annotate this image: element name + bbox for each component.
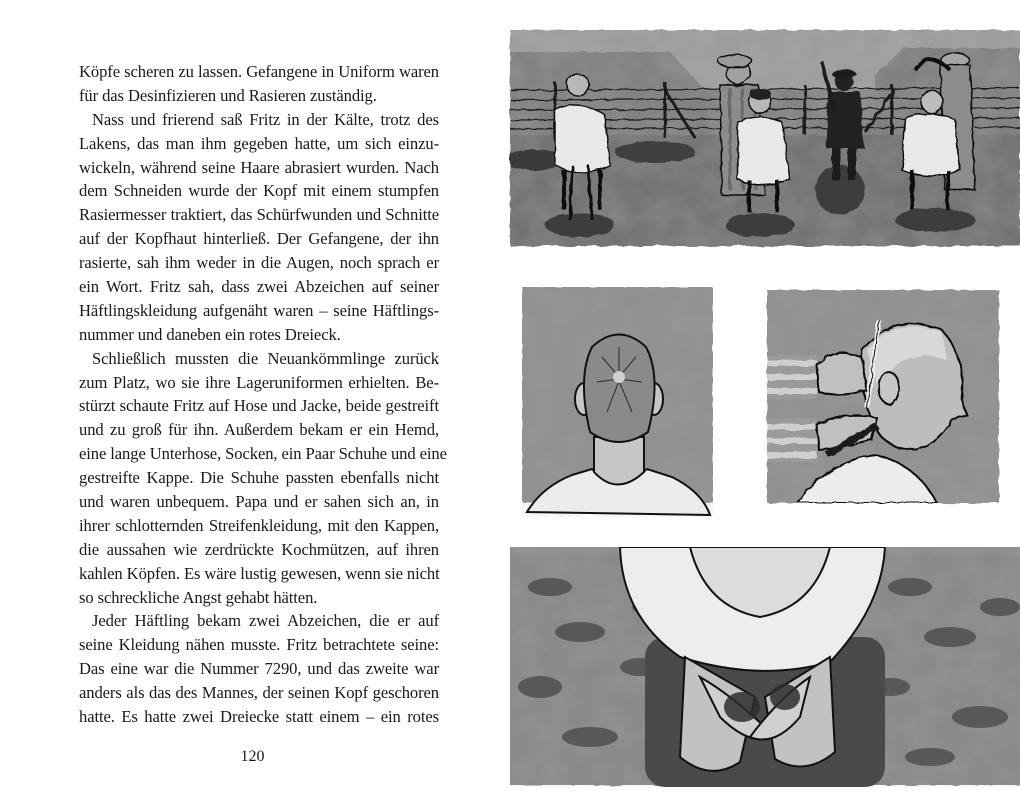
text-line: auf der Kopfhaut hinterließ. Der Gefangene, der ihn (79, 229, 439, 249)
illustration-hair-in-hands (510, 547, 1020, 785)
text-line: wickeln, während seine Haare abrasiert wurden. Nach (79, 157, 439, 177)
text-line: Häftlingskleidung aufgenäht waren – seine Häftlings- (79, 300, 439, 320)
text-line: rasierte, sah ihm weder in die Augen, noch sprach er (79, 253, 439, 273)
text-line: die aussahen wie zerdrückte Kochmützen, auf ihren (79, 539, 439, 559)
text-line: gestreifte Kappe. Die Schuhe passten ebenfalls nicht (79, 468, 439, 488)
text-line: ein Wort. Fritz sah, dass zwei Abzeichen auf seiner (79, 277, 439, 297)
text-line: Lakens, das man ihm gegeben hatte, um sich einzu- (79, 133, 439, 153)
illustration-back-of-head (522, 287, 713, 517)
body-text (79, 60, 447, 729)
text-line: Nass und frierend saß Fritz in der Kälte, trotz des (92, 109, 439, 129)
text-line: kahlen Köpfen. Es wäre lustig gewesen, wenn sie nicht (79, 563, 440, 583)
illustration-top-shaving-scene (510, 30, 1020, 246)
illustration-razor-shave (767, 290, 999, 503)
text-line: Köpfe scheren zu lassen. Gefangene in Uniform waren (79, 62, 439, 81)
text-line: dem Schneiden wurde der Kopf mit einem stumpfen (79, 181, 439, 201)
text-line: zum Platz, wo sie ihre Lageruniformen erhielten. Be- (79, 372, 439, 392)
text-line: eine lange Unterhose, Socken, ein Paar Schuhe und eine (79, 444, 447, 464)
text-line: nummer und daneben ein rotes Dreieck. (79, 324, 341, 344)
text-line: so schreckliche Angst gehabt hätten. (79, 587, 318, 607)
text-line: hatte. Es hatte zwei Dreiecke statt einem – ein rotes (79, 707, 439, 727)
text-line: Das eine war die Nummer 7290, und das zweite war (79, 659, 439, 679)
text-page (0, 0, 505, 808)
text-line: Rasiermesser traktiert, das Schürfwunden und Schnitte (79, 205, 439, 225)
text-line: stürzt schaute Fritz auf Hose und Jacke, beide gestreift (79, 396, 439, 416)
text-line: Schließlich mussten die Neuankömmlinge zurück (92, 348, 439, 368)
text-line: seine Kleidung nähen musste. Fritz betrachtete seine: (79, 635, 439, 655)
text-line: Jeder Häftling bekam zwei Abzeichen, die er auf (92, 611, 439, 631)
text-line: ihrer schlotternden Streifenkleidung, mit den Kappen, (79, 515, 439, 535)
text-line: anders als das des Mannes, der seinen Kopf geschoren (79, 683, 439, 703)
text-line: und zu groß für ihn. Außerdem bekam er ein Hemd, (79, 420, 439, 440)
text-line: für das Desinfizieren und Rasieren zuständig. (79, 85, 377, 105)
text-line: und waren unbequem. Papa und er sahen sich an, in (79, 492, 439, 512)
page-number: 120 (240, 748, 265, 765)
